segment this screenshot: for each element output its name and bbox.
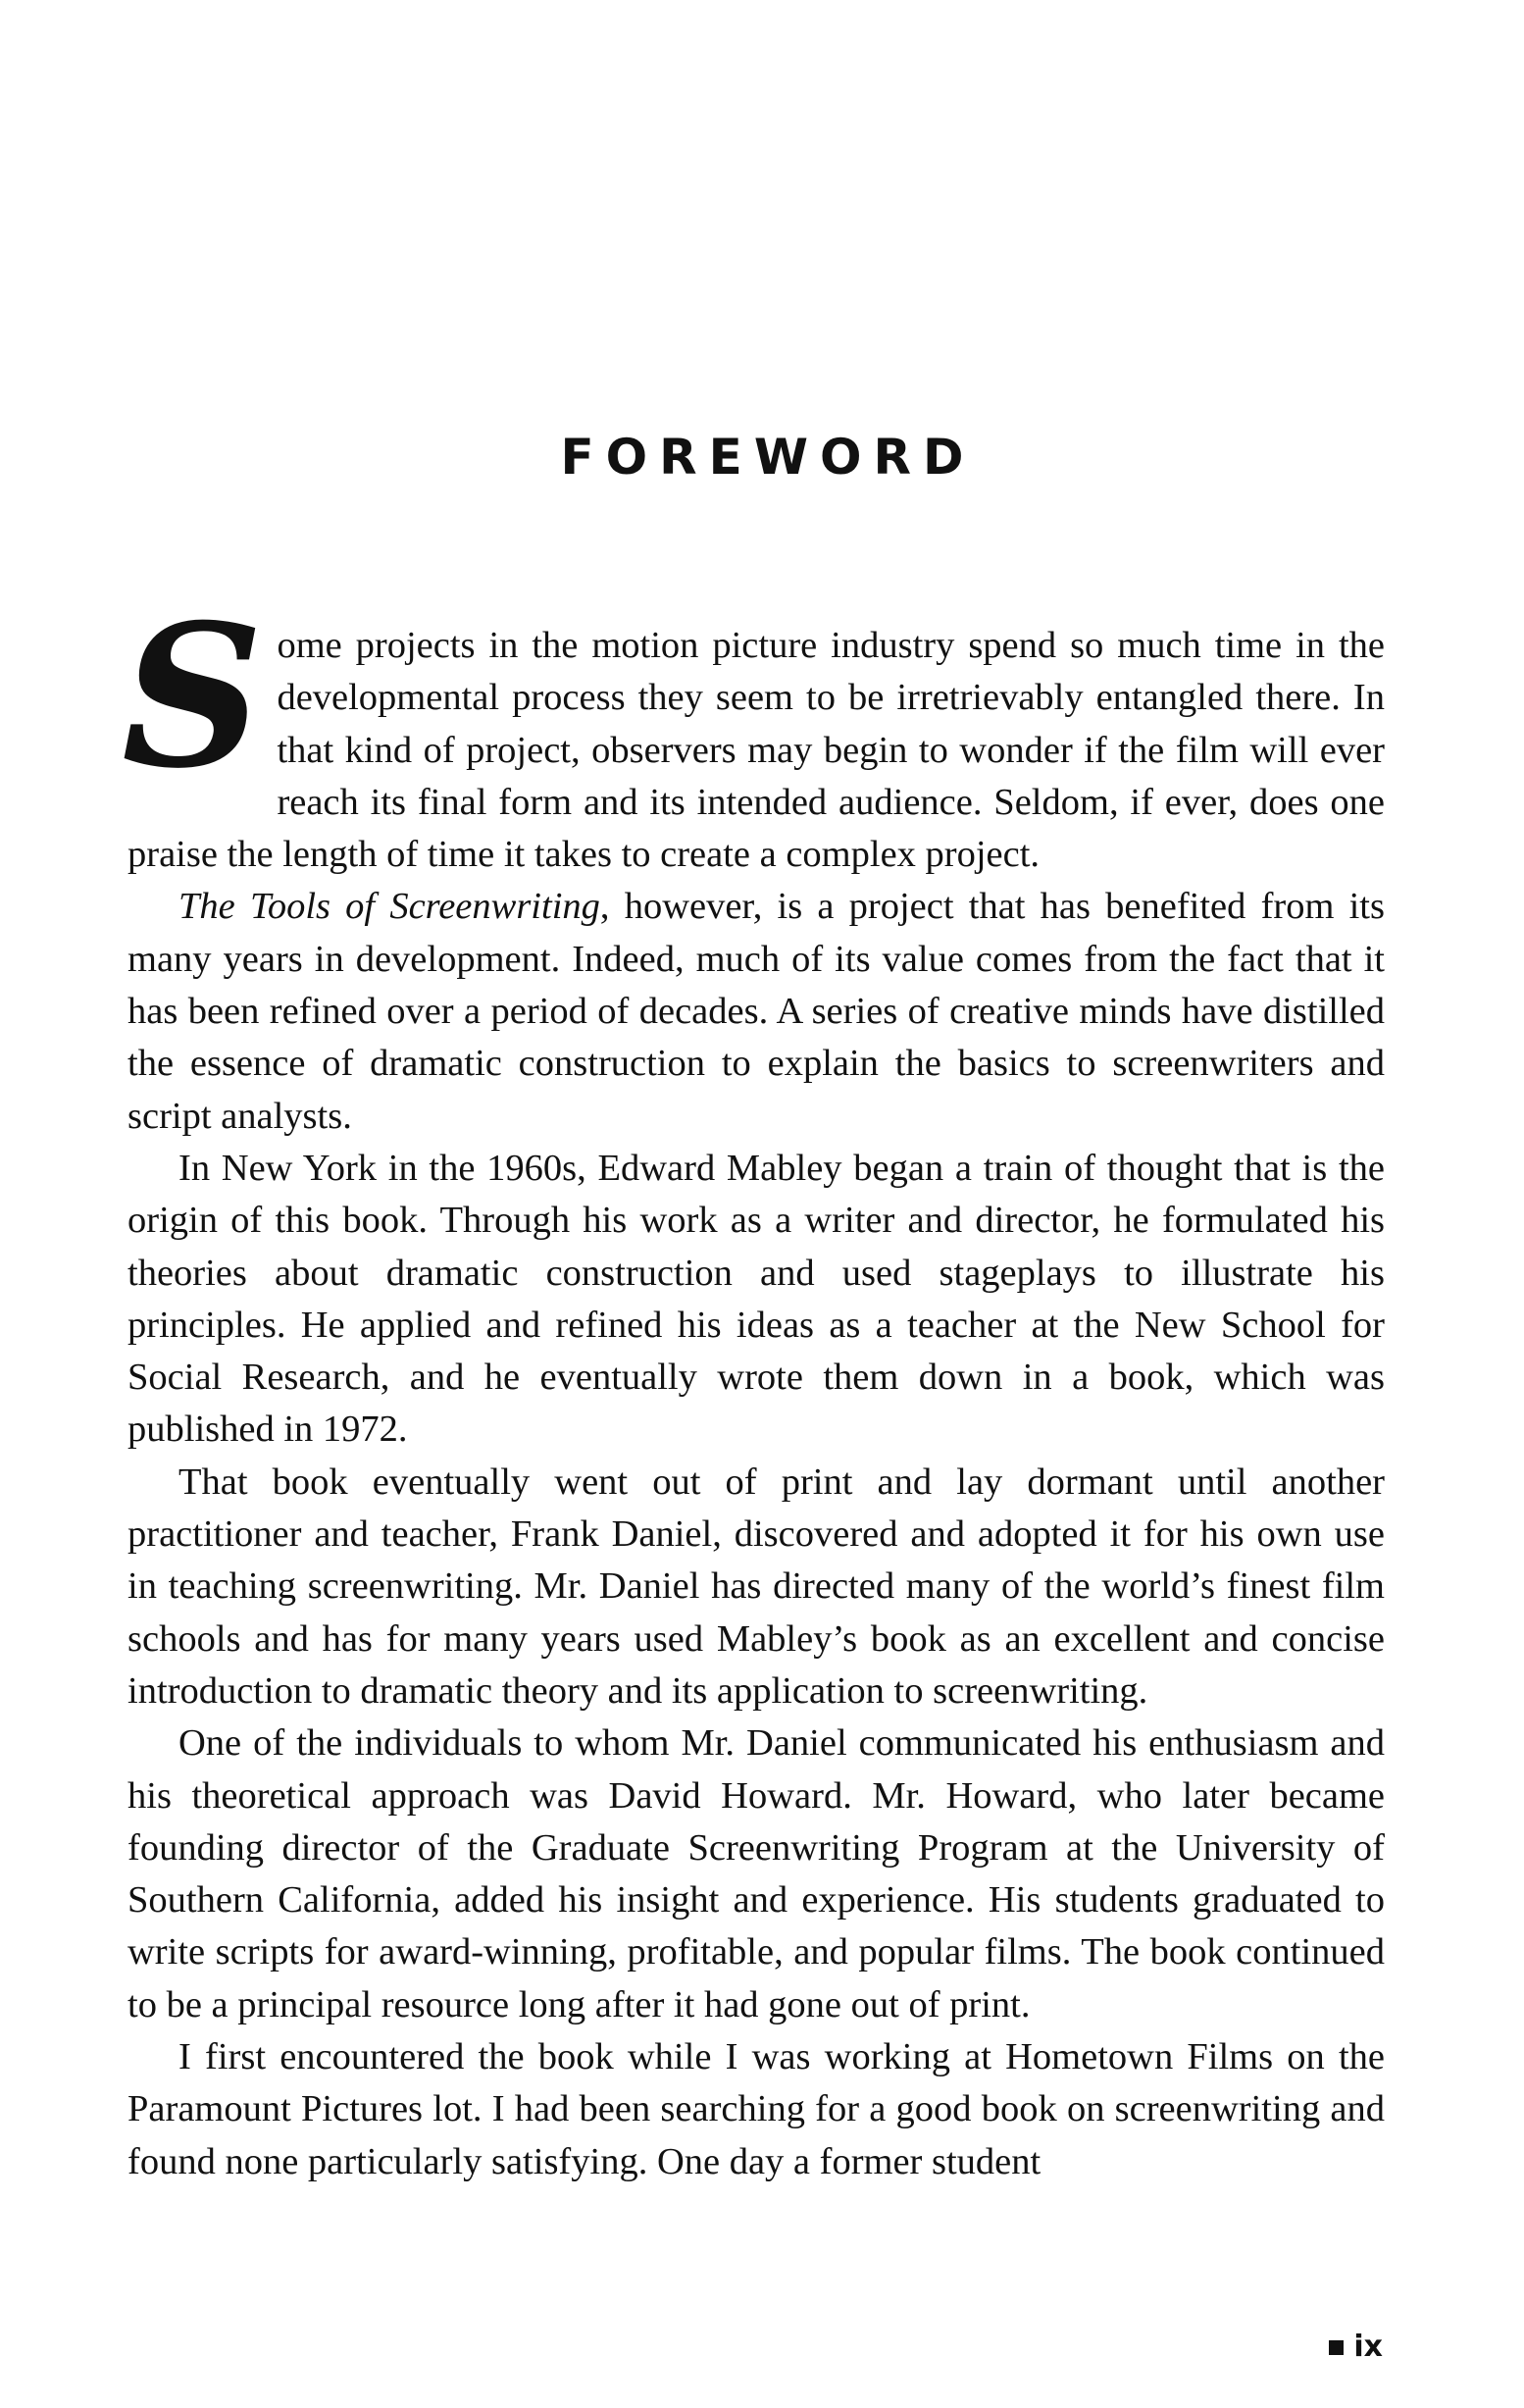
drop-cap-letter: S — [122, 582, 264, 812]
paragraph-1 — [122, 582, 1385, 881]
page-number: ix — [1353, 2330, 1383, 2364]
chapter-title: FOREWORD — [560, 429, 976, 486]
foreword-body — [122, 582, 1385, 2188]
book-title-italic: The Tools of Screenwriting — [178, 886, 600, 928]
paragraph-5: One of the individuals to whom Mr. Daniel communicated his enthusiasm and his theoretical approach was David Howard. Mr. Howard, who later became founding director of the Graduate Screenwriting Program at the University of Southern California, added his insight and experience. His students graduated to write scripts for award-winning, profitable, and popular films. The book continued to be a principal resource long after it had gone out of print. — [127, 1722, 1385, 2025]
paragraph-1-text: ome projects in the motion picture industry spend so much time in the developmental process they seem to be irretrievably entangled there. In that kind of project, observers may begin to wonder if the film will ever reach its final form and its intended audience. Seldom, if ever, does one praise the length of time it takes to create a complex project. — [127, 625, 1385, 876]
page-folio — [1329, 2330, 1383, 2365]
paragraph-3: In New York in the 1960s, Edward Mabley began a train of thought that is the origin of this book. Through his work as a writer and director, he formulated his theories about dramatic construction and used stageplays to illustrate his principles. He applied and refined his ideas as a teacher at the New School for Social Research, and he eventually wrote them down in a book, which was published in 1972. — [127, 1147, 1385, 1451]
paragraph-2-text: , however, is a project that has benefited from its many years in development. Indeed, much of its value comes from the fact that it has been refined over a period of decades. A series of creative minds have distilled the essence of dramatic construction to explain the basics to screenwriters and script analysts. — [127, 886, 1385, 1137]
paragraph-4: That book eventually went out of print and lay dormant until another practitioner and teacher, Frank Daniel, discovered and adopted it for his own use in teaching screenwriting. Mr. Daniel has directed many of the world’s finest film schools and has for many years used Mabley’s book as an excellent and concise introduction to dramatic theory and its application to screenwriting. — [127, 1460, 1385, 1712]
paragraph-2 — [127, 881, 1385, 1142]
square-bullet-icon — [1329, 2340, 1344, 2355]
paragraph-6: I first encountered the book while I was working at Hometown Films on the Paramount Pictures lot. I had been searching for a good book on screenwriting and found none particularly satisfying. One day a former student — [127, 2036, 1385, 2182]
